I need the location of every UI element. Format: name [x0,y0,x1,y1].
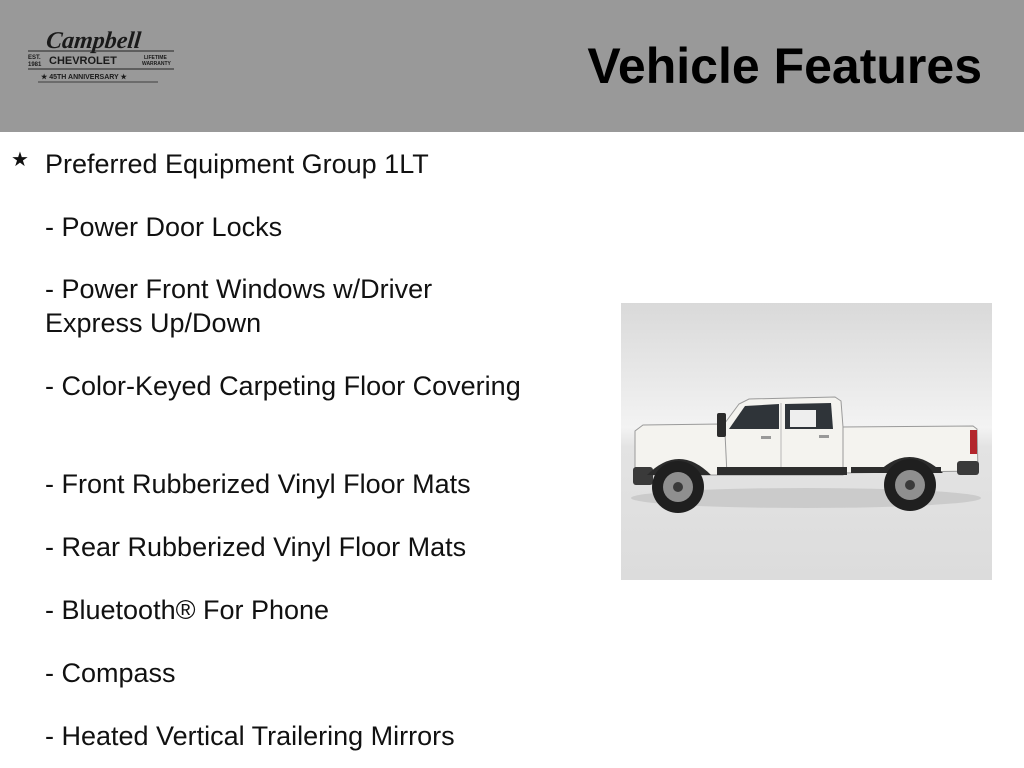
dealer-logo[interactable] [26,24,176,90]
page-title: Vehicle Features [587,38,982,94]
logo-script: Campbell [44,28,143,54]
star-icon: ★ [11,149,29,171]
truck-image [621,303,992,580]
logo-warranty-line2: WARRANTY [142,61,171,67]
feature-item: - Front Rubberized Vinyl Floor Mats [45,469,471,499]
feature-group-title: Preferred Equipment Group 1LT [45,149,429,179]
feature-item: - Compass [45,658,176,688]
logo-warranty-line1: LIFETIME [144,55,167,61]
logo-brand: CHEVROLET [49,55,117,67]
feature-item: - Color-Keyed Carpeting Floor Covering [45,371,521,401]
logo-est-line1: EST. [28,55,41,61]
feature-item: - Heated Vertical Trailering Mirrors [45,721,455,751]
feature-item: - Rear Rubberized Vinyl Floor Mats [45,532,467,562]
feature-item: - Power Front Windows w/Driver Express Up/Down [45,274,433,338]
logo-est-line2: 1981 [28,62,42,68]
header-bar [0,0,1024,132]
logo-anniversary: ★ 45TH ANNIVERSARY ★ [41,74,127,81]
feature-item: - Bluetooth® For Phone [45,595,330,625]
feature-item: - Power Door Locks [45,212,283,242]
vehicle-photo[interactable] [621,303,992,580]
dealer-logo-graphic [26,24,176,90]
